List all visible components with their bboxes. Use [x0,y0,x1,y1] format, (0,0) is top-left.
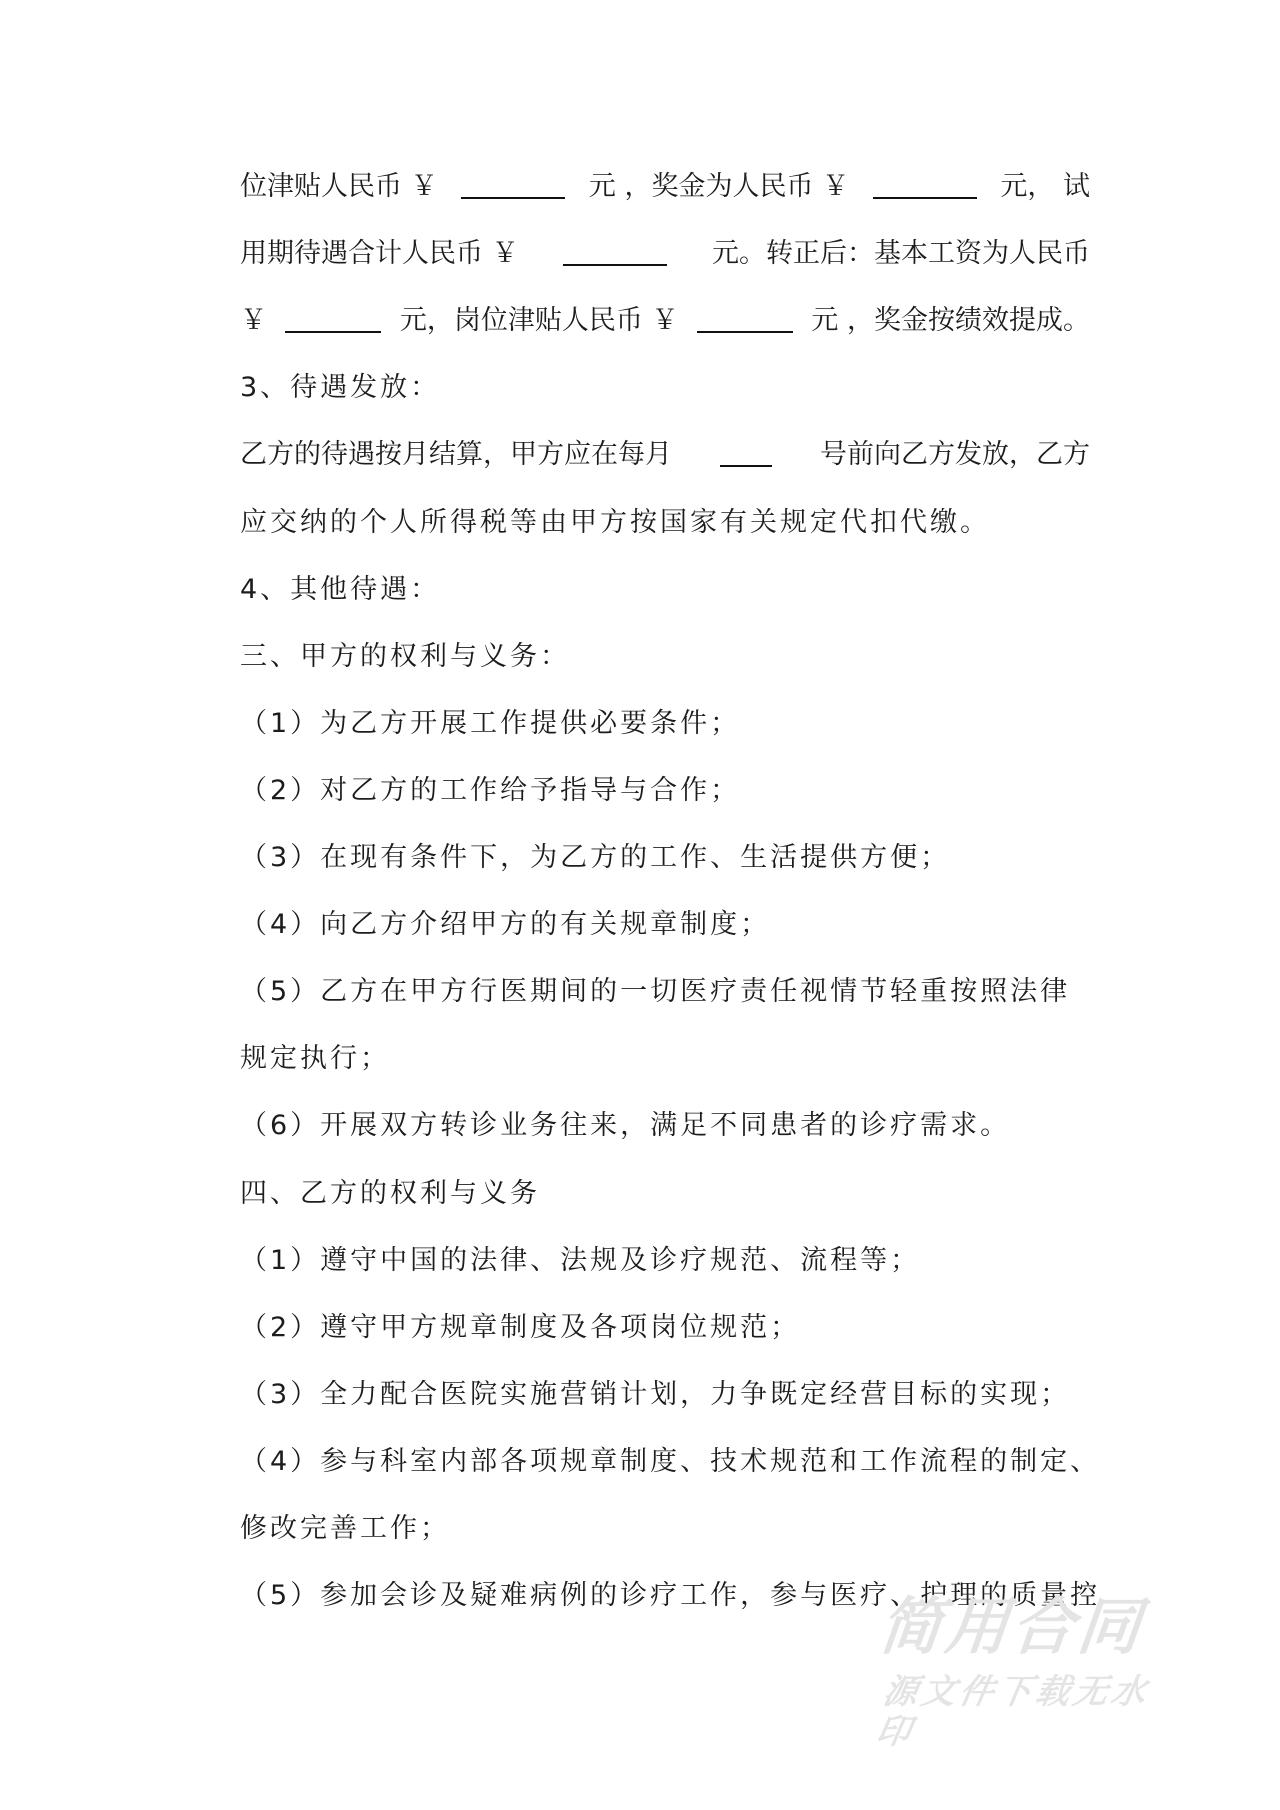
watermark-tagline: 源文件下载无水印 [872,1672,1154,1752]
line-text: 规定执行； [240,1043,390,1074]
document-line [240,570,1090,610]
fill-in-blank [720,435,772,467]
fill-in-blank [873,167,977,199]
document-line [240,368,1090,408]
line-text: 用期待遇合计人民币 ￥ [240,238,519,269]
line-text: 三、甲方的权利与义务： [240,641,570,672]
line-text: （2）对乙方的工作给予指导与合作； [240,775,741,806]
document-line [240,234,1090,274]
line-text: （4）参与科室内部各项规章制度、技术规范和工作流程的制定、 [240,1446,1101,1477]
document-line [240,771,1090,811]
line-text: （4）向乙方介绍甲方的有关规章制度； [240,909,771,940]
line-text: （1）为乙方开展工作提供必要条件； [240,708,741,739]
document-line [240,905,1090,945]
watermark-brand: 简用合同 [876,1590,1148,1663]
line-text: 元 ，奖金按绩效提成。 [811,305,1090,336]
document-line [240,637,1090,677]
document-line [240,838,1090,878]
document-line [240,1308,1090,1348]
line-text: （5）参加会诊及疑难病例的诊疗工作，参与医疗、护理的质量控 [240,1580,1101,1611]
line-text: （3）在现有条件下，为乙方的工作、生活提供方便； [240,842,951,873]
line-text: 4、其他待遇： [240,574,441,605]
document-line [240,972,1090,1012]
line-text: （3）全力配合医院实施营销计划，力争既定经营目标的实现； [240,1379,1071,1410]
line-text: 元，岗位津贴人民币 ￥ [399,305,679,336]
document-line [240,503,1090,543]
document-line [240,704,1090,744]
document-line [240,301,1090,341]
line-text: 3、待遇发放： [240,372,441,403]
line-text: （5）乙方在甲方行医期间的一切医疗责任视情节轻重按照法律 [240,976,1071,1007]
document-line [240,1106,1090,1146]
document-line [240,1576,1101,1616]
document-line [240,167,1090,207]
fill-in-blank [697,301,793,333]
fill-in-blank [563,234,667,266]
watermark [872,1590,1180,1752]
line-text: （1）遵守中国的法律、法规及诊疗规范、流程等； [240,1245,921,1276]
document-line [240,1039,1090,1079]
document-line [240,435,1090,475]
document-line [240,1509,1090,1549]
line-text: 元， 试 [1000,171,1090,202]
document-line [240,1174,1090,1214]
fill-in-blank [461,167,565,199]
line-text: 元 ，奖金为人民币 ￥ [588,171,850,202]
document-line [240,1442,1101,1482]
line-text: ￥ [240,305,267,336]
line-text: （2）遵守甲方规章制度及各项岗位规范； [240,1312,801,1343]
line-text: 修改完善工作； [240,1513,450,1544]
line-text: 乙方的待遇按月结算，甲方应在每月 [240,439,672,470]
line-text: 号前向乙方发放，乙方 [820,439,1090,470]
line-text: （6）开展双方转诊业务往来，满足不同患者的诊疗需求。 [240,1110,1011,1141]
document-line [240,1241,1090,1281]
line-text: 应交纳的个人所得税等由甲方按国家有关规定代扣代缴。 [240,507,990,538]
line-text: 四、乙方的权利与义务 [240,1178,540,1209]
line-text: 位津贴人民币 ￥ [240,171,438,202]
line-text: 元。转正后：基本工资为人民币 [712,238,1090,269]
fill-in-blank [285,301,381,333]
document-line [240,1375,1090,1415]
